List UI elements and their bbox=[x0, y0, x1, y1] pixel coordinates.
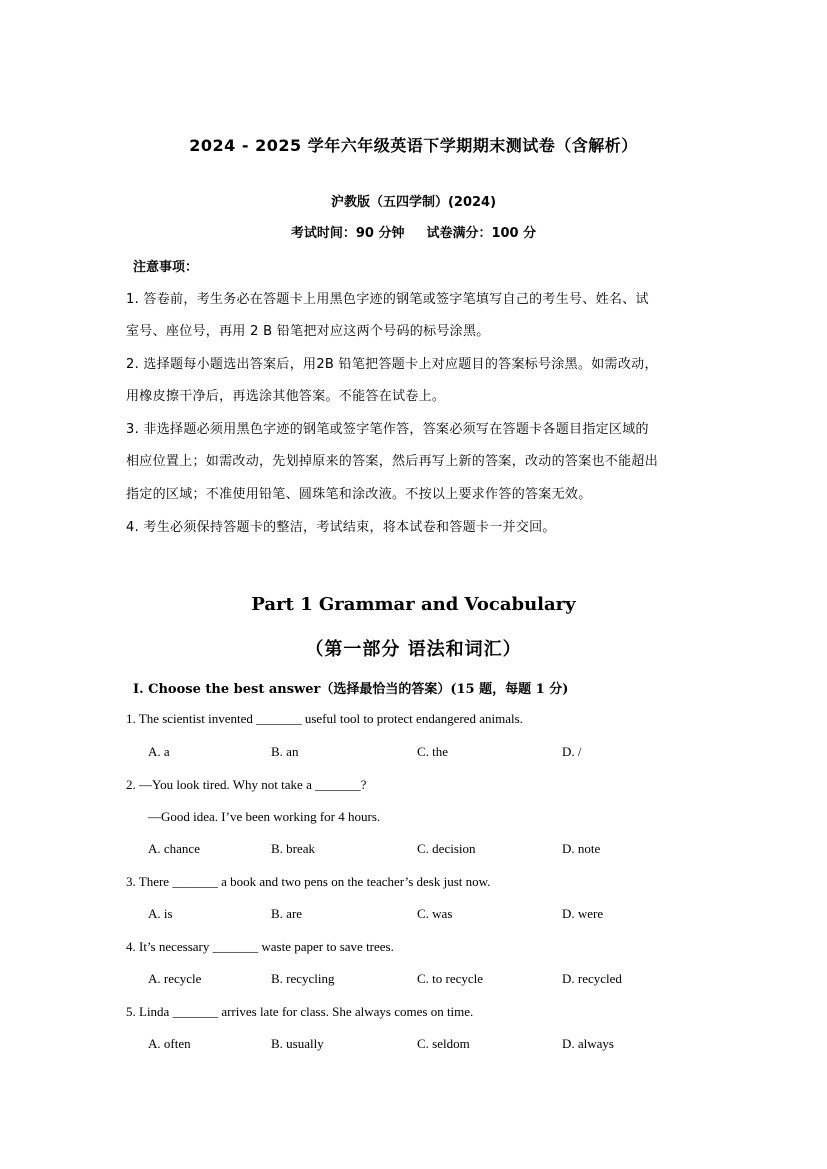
option-b: B. an bbox=[271, 744, 299, 759]
option-c: C. decision bbox=[417, 841, 476, 856]
option-c: C. the bbox=[417, 744, 449, 759]
option-d: D. / bbox=[562, 744, 582, 759]
option-b: B. break bbox=[271, 841, 316, 856]
option-a: A. is bbox=[148, 906, 173, 921]
question-reply: —Good idea. I’ve been working for 4 hours. bbox=[148, 809, 381, 824]
option-b: B. recycling bbox=[271, 971, 335, 986]
question-stem: 2. —You look tired. Why not take a _______? bbox=[126, 777, 367, 792]
notice-line: 室号、座位号，再用 2 B 铅笔把对应这两个号码的标号涂黑。 bbox=[126, 324, 490, 339]
option-c: C. to recycle bbox=[417, 971, 484, 986]
option-d: D. were bbox=[562, 906, 604, 921]
option-a: A. a bbox=[148, 744, 170, 759]
option-d: D. always bbox=[562, 1036, 614, 1051]
notice-line: 1. 答卷前，考生务必在答题卡上用黑色字迹的钢笔或签字笔填写自己的考生号、姓名、试 bbox=[126, 292, 649, 307]
part-subtitle: （第一部分 语法和词汇） bbox=[305, 639, 522, 660]
option-a: A. often bbox=[148, 1036, 191, 1051]
notice-line: 指定的区域；不准使用铅笔、圆珠笔和涂改液。不按以上要求作答的答案无效。 bbox=[126, 487, 592, 502]
notice-line: 4. 考生必须保持答题卡的整洁，考试结束，将本试卷和答题卡一并交回。 bbox=[126, 520, 556, 535]
option-b: B. are bbox=[271, 906, 303, 921]
notice-line: 用橡皮擦干净后，再选涂其他答案。不能答在试卷上。 bbox=[126, 389, 446, 404]
exam-time: 考试时间：90 分钟 bbox=[290, 226, 405, 241]
exam-score: 试卷满分：100 分 bbox=[426, 226, 537, 241]
option-a: A. chance bbox=[148, 841, 200, 856]
notice-line: 3. 非选择题必须用黑色字迹的钢笔或签字笔作答，答案必须写在答题卡各题目指定区域的 bbox=[126, 422, 649, 437]
section-heading: I. Choose the best answer（选择最恰当的答案）(15 题，每题 1 分) bbox=[133, 682, 569, 697]
question-stem: 5. Linda _______ arrives late for class. She always comes on time. bbox=[126, 1004, 474, 1019]
option-d: D. note bbox=[562, 841, 601, 856]
option-a: A. recycle bbox=[148, 971, 202, 986]
question-stem: 1. The scientist invented _______ useful tool to protect endangered animals. bbox=[126, 711, 523, 726]
option-c: C. was bbox=[417, 906, 453, 921]
question-stem: 4. It’s necessary _______ waste paper to save trees. bbox=[126, 939, 394, 954]
option-d: D. recycled bbox=[562, 971, 622, 986]
exam-edition: 沪教版（五四学制）(2024) bbox=[330, 195, 497, 210]
part-title: Part 1 Grammar and Vocabulary bbox=[251, 594, 576, 615]
exam-info bbox=[0, 222, 827, 241]
question-stem: 3. There _______ a book and two pens on the teacher’s desk just now. bbox=[126, 874, 491, 889]
notice-heading: 注意事项： bbox=[133, 260, 199, 275]
option-b: B. usually bbox=[271, 1036, 324, 1051]
option-c: C. seldom bbox=[417, 1036, 470, 1051]
notice-line: 2. 选择题每小题选出答案后，用2B 铅笔把答题卡上对应题目的答案标号涂黑。如需改动， bbox=[126, 357, 658, 372]
exam-title: 2024 - 2025 学年六年级英语下学期期末测试卷（含解析） bbox=[189, 136, 638, 155]
notice-line: 相应位置上；如需改动，先划掉原来的答案，然后再写上新的答案，改动的答案也不能超出 bbox=[126, 454, 659, 469]
